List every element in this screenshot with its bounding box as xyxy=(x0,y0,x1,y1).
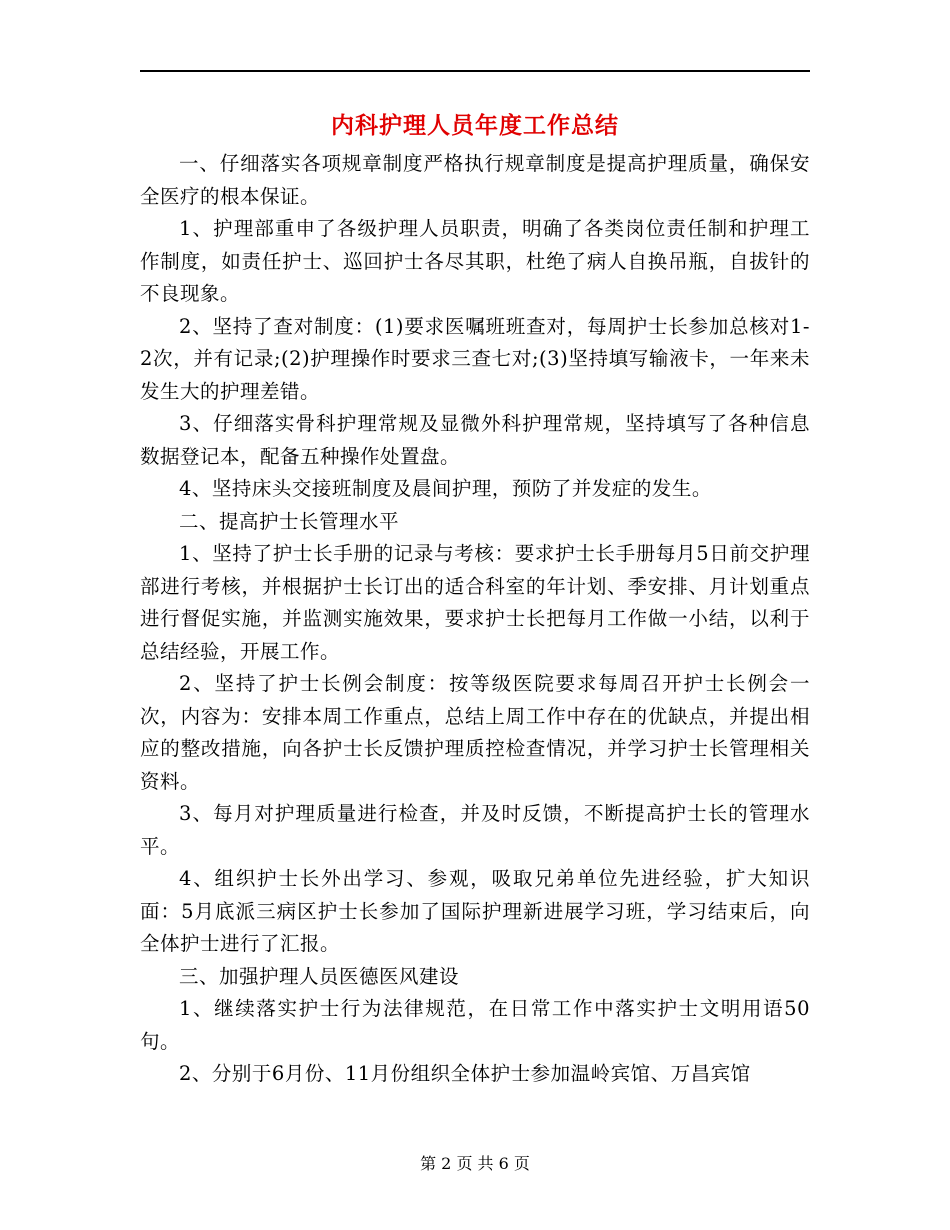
paragraph-item-2-3: 3、每月对护理质量进行检查，并及时反馈，不断提高护士长的管理水平。 xyxy=(140,802,810,858)
paragraph-section-3-heading: 三、加强护理人员医德医风建设 xyxy=(179,964,460,988)
paragraph-item-1-1: 1、护理部重申了各级护理人员职责，明确了各类岗位责任制和护理工作制度，如责任护士、巡回护士各尽其职，杜绝了病人自换吊瓶，自拔针的不良现象。 xyxy=(140,217,810,305)
paragraph-item-3-1: 1、继续落实护士行为法律规范，在日常工作中落实护士文明用语50句。 xyxy=(140,997,810,1053)
paragraph-item-3-2: 2、分别于6月份、11月份组织全体护士参加温岭宾馆、万昌宾馆 xyxy=(179,1062,751,1085)
paragraph-item-1-4: 4、坚持床头交接班制度及晨间护理，预防了并发症的发生。 xyxy=(179,477,712,500)
paragraph-item-1-2: 2、坚持了查对制度：(1)要求医嘱班班查对，每周护士长参加总核对1-2次，并有记录;(2)护理操作时要求三查七对;(3)坚持填写输液卡，一年来未发生大的护理差错。 xyxy=(140,314,810,403)
document-title: 内科护理人员年度工作总结 xyxy=(331,112,619,139)
header-rule xyxy=(140,70,810,72)
paragraph-section-1-heading: 一、仔细落实各项规章制度严格执行规章制度是提高护理质量，确保安全医疗的根本保证。 xyxy=(140,152,810,208)
paragraph-item-2-4: 4、组织护士长外出学习、参观，吸取兄弟单位先进经验，扩大知识面：5月底派三病区护士长参加了国际护理新进展学习班，学习结束后，向全体护士进行了汇报。 xyxy=(140,867,810,955)
paragraph-item-2-1: 1、坚持了护士长手册的记录与考核：要求护士长手册每月5日前交护理部进行考核，并根据护士长订出的适合科室的年计划、季安排、月计划重点进行督促实施，并监测实施效果，要求护士长把每月工作做一小结，以利于总结经验，开展工作。 xyxy=(140,542,810,663)
paragraph-item-1-3: 3、仔细落实骨科护理常规及显微外科护理常规，坚持填写了各种信息数据登记本，配备五种操作处置盘。 xyxy=(140,412,810,468)
paragraph-section-2-heading: 二、提高护士长管理水平 xyxy=(179,509,400,533)
page-number: 第 2 页 共 6 页 xyxy=(420,1154,530,1173)
document-body xyxy=(140,148,810,1091)
paragraph-item-2-2: 2、坚持了护士长例会制度：按等级医院要求每周召开护士长例会一次，内容为：安排本周工作重点，总结上周工作中存在的优缺点，并提出相应的整改措施，向各护士长反馈护理质控检查情况，并学习护士长管理相关资料。 xyxy=(140,672,810,793)
